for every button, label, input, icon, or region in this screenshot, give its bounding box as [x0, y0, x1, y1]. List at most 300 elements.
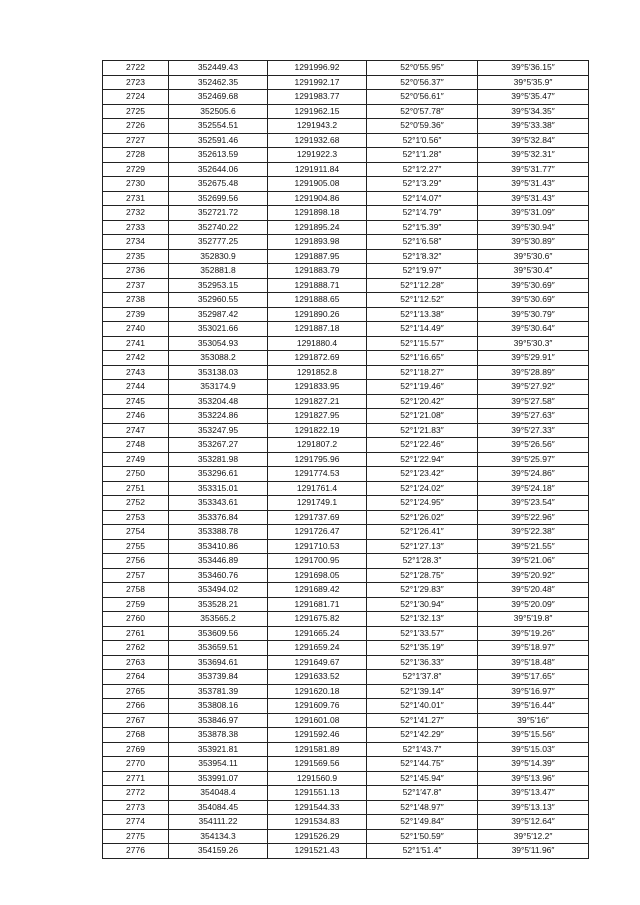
longitude-cell: 39°5′17.65″ [478, 670, 589, 685]
point-number-cell: 2731 [103, 191, 169, 206]
latitude-cell: 52°1′8.32″ [367, 249, 478, 264]
y-coordinate-cell: 1291943.2 [268, 119, 367, 134]
point-number-cell: 2763 [103, 655, 169, 670]
x-coordinate-cell: 352953.15 [169, 278, 268, 293]
point-number-cell: 2733 [103, 220, 169, 235]
x-coordinate-cell: 353267.27 [169, 438, 268, 453]
x-coordinate-cell: 353921.81 [169, 742, 268, 757]
table-row [103, 206, 589, 221]
longitude-cell: 39°5′29.91″ [478, 351, 589, 366]
longitude-cell: 39°5′12.64″ [478, 815, 589, 830]
table-row [103, 554, 589, 569]
latitude-cell: 52°1′32.13″ [367, 612, 478, 627]
longitude-cell: 39°5′19.8″ [478, 612, 589, 627]
latitude-cell: 52°1′45.94″ [367, 771, 478, 786]
coordinate-table-body [103, 61, 589, 859]
y-coordinate-cell: 1291922.3 [268, 148, 367, 163]
x-coordinate-cell: 352987.42 [169, 307, 268, 322]
table-row [103, 510, 589, 525]
point-number-cell: 2744 [103, 380, 169, 395]
latitude-cell: 52°1′50.59″ [367, 829, 478, 844]
latitude-cell: 52°1′12.28″ [367, 278, 478, 293]
latitude-cell: 52°1′1.28″ [367, 148, 478, 163]
longitude-cell: 39°5′35.47″ [478, 90, 589, 105]
point-number-cell: 2769 [103, 742, 169, 757]
y-coordinate-cell: 1291932.68 [268, 133, 367, 148]
point-number-cell: 2772 [103, 786, 169, 801]
table-row [103, 626, 589, 641]
y-coordinate-cell: 1291827.95 [268, 409, 367, 424]
point-number-cell: 2761 [103, 626, 169, 641]
latitude-cell: 52°1′47.8″ [367, 786, 478, 801]
latitude-cell: 52°1′29.83″ [367, 583, 478, 598]
x-coordinate-cell: 352830.9 [169, 249, 268, 264]
y-coordinate-cell: 1291569.56 [268, 757, 367, 772]
latitude-cell: 52°1′26.02″ [367, 510, 478, 525]
longitude-cell: 39°5′35.9″ [478, 75, 589, 90]
longitude-cell: 39°5′20.48″ [478, 583, 589, 598]
table-row [103, 75, 589, 90]
table-row [103, 336, 589, 351]
point-number-cell: 2757 [103, 568, 169, 583]
y-coordinate-cell: 1291822.19 [268, 423, 367, 438]
point-number-cell: 2743 [103, 365, 169, 380]
longitude-cell: 39°5′23.54″ [478, 496, 589, 511]
point-number-cell: 2739 [103, 307, 169, 322]
table-row [103, 670, 589, 685]
point-number-cell: 2722 [103, 61, 169, 76]
longitude-cell: 39°5′24.86″ [478, 467, 589, 482]
point-number-cell: 2754 [103, 525, 169, 540]
latitude-cell: 52°1′40.01″ [367, 699, 478, 714]
point-number-cell: 2727 [103, 133, 169, 148]
point-number-cell: 2742 [103, 351, 169, 366]
table-row [103, 539, 589, 554]
x-coordinate-cell: 352740.22 [169, 220, 268, 235]
longitude-cell: 39°5′28.89″ [478, 365, 589, 380]
table-row [103, 829, 589, 844]
point-number-cell: 2749 [103, 452, 169, 467]
point-number-cell: 2736 [103, 264, 169, 279]
latitude-cell: 52°1′44.75″ [367, 757, 478, 772]
x-coordinate-cell: 354111.22 [169, 815, 268, 830]
x-coordinate-cell: 353781.39 [169, 684, 268, 699]
table-row [103, 278, 589, 293]
point-number-cell: 2726 [103, 119, 169, 134]
y-coordinate-cell: 1291560.9 [268, 771, 367, 786]
longitude-cell: 39°5′27.63″ [478, 409, 589, 424]
longitude-cell: 39°5′22.96″ [478, 510, 589, 525]
y-coordinate-cell: 1291749.1 [268, 496, 367, 511]
y-coordinate-cell: 1291551.13 [268, 786, 367, 801]
longitude-cell: 39°5′36.15″ [478, 61, 589, 76]
latitude-cell: 52°1′30.94″ [367, 597, 478, 612]
longitude-cell: 39°5′15.56″ [478, 728, 589, 743]
table-row [103, 641, 589, 656]
x-coordinate-cell: 353565.2 [169, 612, 268, 627]
y-coordinate-cell: 1291904.86 [268, 191, 367, 206]
latitude-cell: 52°1′2.27″ [367, 162, 478, 177]
longitude-cell: 39°5′30.64″ [478, 322, 589, 337]
point-number-cell: 2745 [103, 394, 169, 409]
longitude-cell: 39°5′20.09″ [478, 597, 589, 612]
table-row [103, 423, 589, 438]
latitude-cell: 52°1′22.46″ [367, 438, 478, 453]
latitude-cell: 52°1′21.83″ [367, 423, 478, 438]
x-coordinate-cell: 353878.38 [169, 728, 268, 743]
y-coordinate-cell: 1291700.95 [268, 554, 367, 569]
x-coordinate-cell: 353315.01 [169, 481, 268, 496]
point-number-cell: 2758 [103, 583, 169, 598]
longitude-cell: 39°5′26.56″ [478, 438, 589, 453]
point-number-cell: 2737 [103, 278, 169, 293]
y-coordinate-cell: 1291726.47 [268, 525, 367, 540]
point-number-cell: 2756 [103, 554, 169, 569]
point-number-cell: 2751 [103, 481, 169, 496]
x-coordinate-cell: 353021.66 [169, 322, 268, 337]
longitude-cell: 39°5′25.97″ [478, 452, 589, 467]
table-row [103, 351, 589, 366]
table-row [103, 191, 589, 206]
table-row [103, 467, 589, 482]
latitude-cell: 52°1′16.65″ [367, 351, 478, 366]
table-row [103, 133, 589, 148]
latitude-cell: 52°0′56.37″ [367, 75, 478, 90]
y-coordinate-cell: 1291609.76 [268, 699, 367, 714]
longitude-cell: 39°5′13.96″ [478, 771, 589, 786]
x-coordinate-cell: 353088.2 [169, 351, 268, 366]
latitude-cell: 52°1′9.97″ [367, 264, 478, 279]
latitude-cell: 52°1′28.75″ [367, 568, 478, 583]
table-row [103, 786, 589, 801]
latitude-cell: 52°1′28.3″ [367, 554, 478, 569]
latitude-cell: 52°1′23.42″ [367, 467, 478, 482]
point-number-cell: 2729 [103, 162, 169, 177]
longitude-cell: 39°5′30.4″ [478, 264, 589, 279]
x-coordinate-cell: 353846.97 [169, 713, 268, 728]
x-coordinate-cell: 354159.26 [169, 844, 268, 859]
table-row [103, 844, 589, 859]
y-coordinate-cell: 1291665.24 [268, 626, 367, 641]
table-row [103, 220, 589, 235]
point-number-cell: 2760 [103, 612, 169, 627]
latitude-cell: 52°1′6.58″ [367, 235, 478, 250]
point-number-cell: 2768 [103, 728, 169, 743]
latitude-cell: 52°0′57.78″ [367, 104, 478, 119]
y-coordinate-cell: 1291880.4 [268, 336, 367, 351]
point-number-cell: 2765 [103, 684, 169, 699]
y-coordinate-cell: 1291795.96 [268, 452, 367, 467]
table-row [103, 322, 589, 337]
longitude-cell: 39°5′32.84″ [478, 133, 589, 148]
latitude-cell: 52°1′4.79″ [367, 206, 478, 221]
latitude-cell: 52°1′26.41″ [367, 525, 478, 540]
longitude-cell: 39°5′12.2″ [478, 829, 589, 844]
latitude-cell: 52°1′20.42″ [367, 394, 478, 409]
latitude-cell: 52°0′59.36″ [367, 119, 478, 134]
table-row [103, 235, 589, 250]
table-row [103, 481, 589, 496]
point-number-cell: 2740 [103, 322, 169, 337]
latitude-cell: 52°1′5.39″ [367, 220, 478, 235]
y-coordinate-cell: 1291833.95 [268, 380, 367, 395]
longitude-cell: 39°5′31.43″ [478, 191, 589, 206]
latitude-cell: 52°1′36.33″ [367, 655, 478, 670]
x-coordinate-cell: 354084.45 [169, 800, 268, 815]
table-row [103, 104, 589, 119]
longitude-cell: 39°5′31.77″ [478, 162, 589, 177]
table-row [103, 728, 589, 743]
y-coordinate-cell: 1291761.4 [268, 481, 367, 496]
table-row [103, 452, 589, 467]
longitude-cell: 39°5′21.55″ [478, 539, 589, 554]
table-row [103, 699, 589, 714]
table-row [103, 713, 589, 728]
latitude-cell: 52°1′0.56″ [367, 133, 478, 148]
table-row [103, 409, 589, 424]
table-row [103, 307, 589, 322]
latitude-cell: 52°1′41.27″ [367, 713, 478, 728]
longitude-cell: 39°5′13.13″ [478, 800, 589, 815]
y-coordinate-cell: 1291905.08 [268, 177, 367, 192]
latitude-cell: 52°1′24.95″ [367, 496, 478, 511]
latitude-cell: 52°1′39.14″ [367, 684, 478, 699]
longitude-cell: 39°5′21.06″ [478, 554, 589, 569]
table-row [103, 815, 589, 830]
table-row [103, 177, 589, 192]
y-coordinate-cell: 1291893.98 [268, 235, 367, 250]
x-coordinate-cell: 353954.11 [169, 757, 268, 772]
point-number-cell: 2748 [103, 438, 169, 453]
table-row [103, 525, 589, 540]
longitude-cell: 39°5′30.89″ [478, 235, 589, 250]
x-coordinate-cell: 354048.4 [169, 786, 268, 801]
latitude-cell: 52°1′18.27″ [367, 365, 478, 380]
latitude-cell: 52°1′51.4″ [367, 844, 478, 859]
y-coordinate-cell: 1291689.42 [268, 583, 367, 598]
longitude-cell: 39°5′11.96″ [478, 844, 589, 859]
x-coordinate-cell: 353138.03 [169, 365, 268, 380]
longitude-cell: 39°5′30.69″ [478, 278, 589, 293]
latitude-cell: 52°1′37.8″ [367, 670, 478, 685]
x-coordinate-cell: 352675.48 [169, 177, 268, 192]
table-row [103, 771, 589, 786]
longitude-cell: 39°5′18.48″ [478, 655, 589, 670]
point-number-cell: 2759 [103, 597, 169, 612]
latitude-cell: 52°1′21.08″ [367, 409, 478, 424]
latitude-cell: 52°1′43.7″ [367, 742, 478, 757]
y-coordinate-cell: 1291592.46 [268, 728, 367, 743]
x-coordinate-cell: 352881.8 [169, 264, 268, 279]
longitude-cell: 39°5′27.33″ [478, 423, 589, 438]
point-number-cell: 2755 [103, 539, 169, 554]
x-coordinate-cell: 353460.76 [169, 568, 268, 583]
table-row [103, 496, 589, 511]
longitude-cell: 39°5′34.35″ [478, 104, 589, 119]
y-coordinate-cell: 1291827.21 [268, 394, 367, 409]
table-row [103, 380, 589, 395]
longitude-cell: 39°5′18.97″ [478, 641, 589, 656]
x-coordinate-cell: 353739.84 [169, 670, 268, 685]
latitude-cell: 52°0′56.61″ [367, 90, 478, 105]
y-coordinate-cell: 1291544.33 [268, 800, 367, 815]
y-coordinate-cell: 1291888.71 [268, 278, 367, 293]
longitude-cell: 39°5′16.44″ [478, 699, 589, 714]
longitude-cell: 39°5′30.3″ [478, 336, 589, 351]
y-coordinate-cell: 1291888.65 [268, 293, 367, 308]
longitude-cell: 39°5′20.92″ [478, 568, 589, 583]
y-coordinate-cell: 1291983.77 [268, 90, 367, 105]
longitude-cell: 39°5′27.58″ [478, 394, 589, 409]
x-coordinate-cell: 352591.46 [169, 133, 268, 148]
table-row [103, 249, 589, 264]
point-number-cell: 2774 [103, 815, 169, 830]
point-number-cell: 2746 [103, 409, 169, 424]
table-row [103, 293, 589, 308]
x-coordinate-cell: 354134.3 [169, 829, 268, 844]
table-row [103, 612, 589, 627]
x-coordinate-cell: 353281.98 [169, 452, 268, 467]
x-coordinate-cell: 353659.51 [169, 641, 268, 656]
longitude-cell: 39°5′13.47″ [478, 786, 589, 801]
latitude-cell: 52°1′33.57″ [367, 626, 478, 641]
point-number-cell: 2724 [103, 90, 169, 105]
y-coordinate-cell: 1291521.43 [268, 844, 367, 859]
x-coordinate-cell: 352554.51 [169, 119, 268, 134]
x-coordinate-cell: 352960.55 [169, 293, 268, 308]
latitude-cell: 52°1′12.52″ [367, 293, 478, 308]
table-row [103, 597, 589, 612]
y-coordinate-cell: 1291659.24 [268, 641, 367, 656]
x-coordinate-cell: 352721.72 [169, 206, 268, 221]
x-coordinate-cell: 352462.35 [169, 75, 268, 90]
x-coordinate-cell: 353388.78 [169, 525, 268, 540]
x-coordinate-cell: 353410.86 [169, 539, 268, 554]
point-number-cell: 2732 [103, 206, 169, 221]
point-number-cell: 2730 [103, 177, 169, 192]
longitude-cell: 39°5′16.97″ [478, 684, 589, 699]
y-coordinate-cell: 1291807.2 [268, 438, 367, 453]
longitude-cell: 39°5′27.92″ [478, 380, 589, 395]
longitude-cell: 39°5′30.79″ [478, 307, 589, 322]
y-coordinate-cell: 1291872.69 [268, 351, 367, 366]
y-coordinate-cell: 1291962.15 [268, 104, 367, 119]
latitude-cell: 52°1′14.49″ [367, 322, 478, 337]
y-coordinate-cell: 1291898.18 [268, 206, 367, 221]
y-coordinate-cell: 1291675.82 [268, 612, 367, 627]
longitude-cell: 39°5′32.31″ [478, 148, 589, 163]
x-coordinate-cell: 352469.68 [169, 90, 268, 105]
y-coordinate-cell: 1291534.83 [268, 815, 367, 830]
point-number-cell: 2741 [103, 336, 169, 351]
longitude-cell: 39°5′15.03″ [478, 742, 589, 757]
table-row [103, 264, 589, 279]
y-coordinate-cell: 1291852.8 [268, 365, 367, 380]
y-coordinate-cell: 1291526.29 [268, 829, 367, 844]
latitude-cell: 52°0′55.95″ [367, 61, 478, 76]
table-row [103, 61, 589, 76]
table-row [103, 394, 589, 409]
x-coordinate-cell: 353808.16 [169, 699, 268, 714]
y-coordinate-cell: 1291895.24 [268, 220, 367, 235]
table-row [103, 583, 589, 598]
y-coordinate-cell: 1291992.17 [268, 75, 367, 90]
y-coordinate-cell: 1291633.52 [268, 670, 367, 685]
x-coordinate-cell: 353224.86 [169, 409, 268, 424]
x-coordinate-cell: 352777.25 [169, 235, 268, 250]
table-row [103, 655, 589, 670]
y-coordinate-cell: 1291737.69 [268, 510, 367, 525]
table-row [103, 684, 589, 699]
y-coordinate-cell: 1291620.18 [268, 684, 367, 699]
x-coordinate-cell: 353446.89 [169, 554, 268, 569]
table-row [103, 438, 589, 453]
point-number-cell: 2764 [103, 670, 169, 685]
x-coordinate-cell: 353174.9 [169, 380, 268, 395]
y-coordinate-cell: 1291601.08 [268, 713, 367, 728]
y-coordinate-cell: 1291890.26 [268, 307, 367, 322]
table-row [103, 800, 589, 815]
x-coordinate-cell: 353054.93 [169, 336, 268, 351]
table-row [103, 365, 589, 380]
table-row [103, 568, 589, 583]
point-number-cell: 2747 [103, 423, 169, 438]
latitude-cell: 52°1′15.57″ [367, 336, 478, 351]
y-coordinate-cell: 1291911.84 [268, 162, 367, 177]
x-coordinate-cell: 352613.59 [169, 148, 268, 163]
x-coordinate-cell: 353528.21 [169, 597, 268, 612]
x-coordinate-cell: 353296.61 [169, 467, 268, 482]
point-number-cell: 2734 [103, 235, 169, 250]
latitude-cell: 52°1′13.38″ [367, 307, 478, 322]
x-coordinate-cell: 353204.48 [169, 394, 268, 409]
latitude-cell: 52°1′24.02″ [367, 481, 478, 496]
y-coordinate-cell: 1291887.95 [268, 249, 367, 264]
point-number-cell: 2723 [103, 75, 169, 90]
y-coordinate-cell: 1291774.53 [268, 467, 367, 482]
latitude-cell: 52°1′48.97″ [367, 800, 478, 815]
coordinate-table [102, 60, 589, 859]
latitude-cell: 52°1′3.29″ [367, 177, 478, 192]
longitude-cell: 39°5′30.94″ [478, 220, 589, 235]
longitude-cell: 39°5′33.38″ [478, 119, 589, 134]
latitude-cell: 52°1′49.84″ [367, 815, 478, 830]
y-coordinate-cell: 1291996.92 [268, 61, 367, 76]
y-coordinate-cell: 1291581.89 [268, 742, 367, 757]
x-coordinate-cell: 353343.61 [169, 496, 268, 511]
x-coordinate-cell: 353494.02 [169, 583, 268, 598]
point-number-cell: 2753 [103, 510, 169, 525]
longitude-cell: 39°5′24.18″ [478, 481, 589, 496]
table-row [103, 119, 589, 134]
x-coordinate-cell: 352644.06 [169, 162, 268, 177]
x-coordinate-cell: 353247.95 [169, 423, 268, 438]
y-coordinate-cell: 1291883.79 [268, 264, 367, 279]
latitude-cell: 52°1′19.46″ [367, 380, 478, 395]
longitude-cell: 39°5′19.26″ [478, 626, 589, 641]
point-number-cell: 2735 [103, 249, 169, 264]
point-number-cell: 2775 [103, 829, 169, 844]
y-coordinate-cell: 1291649.67 [268, 655, 367, 670]
point-number-cell: 2773 [103, 800, 169, 815]
point-number-cell: 2767 [103, 713, 169, 728]
y-coordinate-cell: 1291710.53 [268, 539, 367, 554]
table-row [103, 162, 589, 177]
latitude-cell: 52°1′27.13″ [367, 539, 478, 554]
point-number-cell: 2728 [103, 148, 169, 163]
point-number-cell: 2770 [103, 757, 169, 772]
y-coordinate-cell: 1291698.05 [268, 568, 367, 583]
